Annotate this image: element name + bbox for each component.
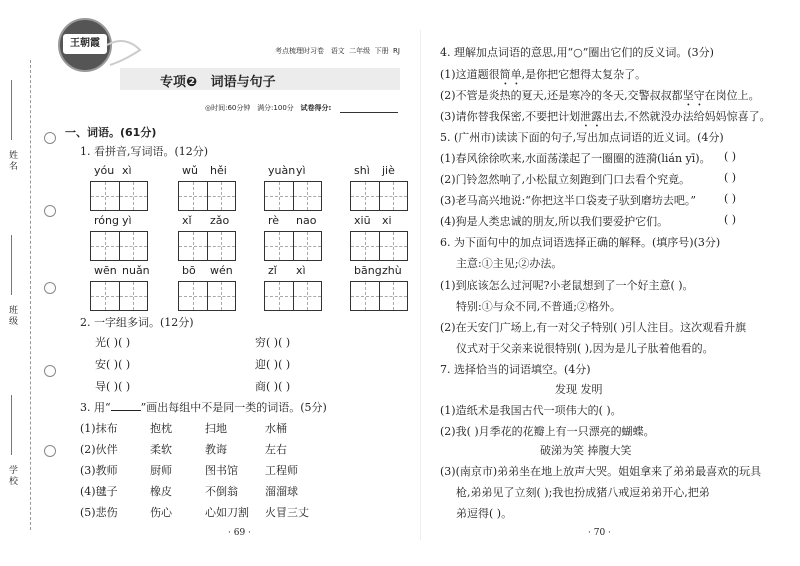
pinyin-syllable: shì bbox=[354, 164, 370, 177]
binding-hole bbox=[44, 445, 56, 457]
brand-logo bbox=[58, 18, 112, 72]
q7-sentence[interactable]: 枪,弟弟见了立刻( );我也扮成猪八戒逗弟弟开心,把弟 bbox=[456, 486, 710, 499]
school-label: 学校 bbox=[7, 465, 17, 487]
writing-grid[interactable] bbox=[350, 231, 408, 261]
classify-word[interactable]: (4)毽子 bbox=[80, 485, 118, 498]
pinyin-syllable: yuàn bbox=[268, 164, 296, 177]
dotted-word: 坚守 bbox=[682, 89, 705, 102]
answer-blank[interactable]: ( ) bbox=[724, 171, 737, 184]
name-label: 姓名 bbox=[7, 150, 17, 172]
binding-hole bbox=[44, 132, 56, 144]
pinyin-syllable: zǎo bbox=[210, 214, 230, 227]
word-group-row[interactable]: 导( )( ) bbox=[95, 380, 131, 393]
definition: 特别:①与众不同,不普通;②格外。 bbox=[456, 300, 621, 313]
pinyin-syllable: róng bbox=[94, 214, 119, 227]
exam-meta bbox=[205, 103, 331, 113]
logo-text: 王朝霞 bbox=[63, 34, 107, 54]
classify-word[interactable]: 抱枕 bbox=[150, 422, 172, 435]
classify-word[interactable]: 水桶 bbox=[265, 422, 287, 435]
score-label: 试卷得分: bbox=[300, 104, 332, 112]
writing-grid[interactable] bbox=[264, 181, 322, 211]
title-badge: 专项❷ bbox=[160, 75, 198, 90]
q4-sentence[interactable]: (3)请你替我保密,不要把计划泄露出去,不然就没办法给妈妈惊喜了。 bbox=[440, 110, 771, 123]
word-group-row[interactable]: 安( )( ) bbox=[95, 358, 131, 371]
classify-word[interactable]: 火冒三丈 bbox=[265, 506, 309, 519]
answer-blank[interactable]: ( ) bbox=[724, 150, 737, 163]
q3-prefix: 3. 用“ bbox=[80, 401, 111, 414]
writing-grid[interactable] bbox=[90, 231, 148, 261]
page-divider bbox=[420, 30, 421, 540]
q5-sentence: (2)门铃忽然响了,小松鼠立刻跑到门口去看个究竟。 bbox=[440, 173, 691, 186]
name-line[interactable] bbox=[11, 80, 12, 140]
page-number-left: · 69 · bbox=[228, 528, 251, 538]
writing-grid[interactable] bbox=[264, 281, 322, 311]
pinyin-syllable: yì bbox=[122, 214, 132, 227]
dotted-word: 泄露 bbox=[580, 110, 603, 123]
q3-suffix: ”画出每组中不是同一类的词语。(5分) bbox=[140, 401, 327, 414]
classify-word[interactable]: (2)伙伴 bbox=[80, 443, 118, 456]
classify-word[interactable]: 扫地 bbox=[205, 422, 227, 435]
q4-sentence[interactable]: (1)这道题很简单,是你把它想得太复杂了。 bbox=[440, 68, 647, 81]
classify-word[interactable]: 橡皮 bbox=[150, 485, 172, 498]
page-number-right: · 70 · bbox=[588, 528, 611, 538]
q4-sentence[interactable]: (2)不管是炎热的夏天,还是寒冷的冬天,交警叔叔都坚守在岗位上。 bbox=[440, 89, 760, 102]
q7-sentence[interactable]: (3)(南京市)弟弟坐在地上放声大哭。姐姐拿来了弟弟最喜欢的玩具 bbox=[440, 465, 762, 478]
binding-hole bbox=[44, 282, 56, 294]
classify-word[interactable]: (3)教师 bbox=[80, 464, 118, 477]
pinyin-syllable: wǔ bbox=[182, 164, 198, 177]
q5-sentence: (1)春风徐徐吹来,水面荡漾起了一圈圈的涟漪(lián yī)。 bbox=[440, 152, 711, 165]
answer-blank[interactable]: ( ) bbox=[724, 213, 737, 226]
pinyin-syllable: wēn bbox=[94, 264, 117, 277]
pinyin-syllable: rè bbox=[268, 214, 280, 227]
writing-grid[interactable] bbox=[178, 231, 236, 261]
pinyin-syllable: yóu bbox=[94, 164, 115, 177]
pinyin-syllable: xi bbox=[382, 214, 392, 227]
pinyin-syllable: zhù bbox=[382, 264, 402, 277]
writing-grid[interactable] bbox=[90, 181, 148, 211]
q6-sentence[interactable]: (2)在天安门广场上,有一对父子特别( )引人注目。这次观看升旗 bbox=[440, 321, 747, 334]
word-group-row[interactable]: 光( )( ) bbox=[95, 336, 131, 349]
pinyin-syllable: xì bbox=[296, 264, 306, 277]
classify-word[interactable]: 工程师 bbox=[265, 464, 298, 477]
term: 下册 bbox=[374, 47, 389, 55]
pinyin-syllable: zǐ bbox=[268, 264, 277, 277]
section-heading: 一、词语。(61分) bbox=[65, 126, 157, 139]
class-label: 班级 bbox=[7, 305, 17, 327]
question-2: 2. 一字组多词。(12分) bbox=[80, 316, 194, 329]
classify-word[interactable]: 溜溜球 bbox=[265, 485, 298, 498]
classify-word[interactable]: 不倒翁 bbox=[205, 485, 238, 498]
classify-word[interactable]: 伤心 bbox=[150, 506, 172, 519]
binding-hole bbox=[44, 205, 56, 217]
pinyin-syllable: bō bbox=[182, 264, 196, 277]
q6-sentence[interactable]: (1)到底该怎么过河呢?小老鼠想到了一个好主意( )。 bbox=[440, 279, 694, 292]
subject: 语文 bbox=[330, 47, 345, 55]
q6-sentence[interactable]: 仪式对于父亲来说很特别( ),因为是儿子肽着他看的。 bbox=[456, 342, 714, 355]
q7-sentence[interactable]: (2)我( )月季花的花瓣上有一只漂亮的蝴蝶。 bbox=[440, 425, 655, 438]
time-limit: ◎时间:60分钟 bbox=[205, 104, 251, 112]
definition: 主意:①主见;②办法。 bbox=[456, 257, 563, 270]
series-name: 考点梳理时习卷 bbox=[275, 47, 324, 55]
score-field[interactable] bbox=[340, 112, 398, 113]
pinyin-syllable: nao bbox=[296, 214, 317, 227]
question-3 bbox=[80, 399, 327, 415]
question-4: 4. 理解加点词语的意思,用“○”圈出它们的反义词。(3分) bbox=[440, 46, 714, 59]
classify-word[interactable]: 图书馆 bbox=[205, 464, 238, 477]
classify-word[interactable]: 左右 bbox=[265, 443, 287, 456]
classify-word[interactable]: 柔软 bbox=[150, 443, 172, 456]
answer-blank[interactable]: ( ) bbox=[724, 192, 737, 205]
pinyin-syllable: nuǎn bbox=[122, 264, 150, 277]
writing-grid[interactable] bbox=[178, 181, 236, 211]
edition: RJ bbox=[393, 47, 400, 55]
pinyin-syllable: wén bbox=[210, 264, 233, 277]
dotted-word: 简单 bbox=[499, 68, 522, 81]
word-group-row[interactable]: 商( )( ) bbox=[255, 380, 291, 393]
pinyin-syllable: yì bbox=[296, 164, 306, 177]
classify-word[interactable]: 教诲 bbox=[205, 443, 227, 456]
underline-sample bbox=[111, 400, 141, 411]
writing-grid[interactable] bbox=[90, 281, 148, 311]
binding-line bbox=[30, 60, 31, 530]
writing-grid[interactable] bbox=[178, 281, 236, 311]
full-score: 满分:100分 bbox=[257, 104, 294, 112]
writing-grid[interactable] bbox=[350, 281, 408, 311]
word-group-row[interactable]: 穷( )( ) bbox=[255, 336, 291, 349]
question-1: 1. 看拼音,写词语。(12分) bbox=[80, 145, 209, 158]
pinyin-syllable: xiū bbox=[354, 214, 371, 227]
q5-sentence: (4)狗是人类忠诚的朋友,所以我们要爱护它们。 bbox=[440, 215, 669, 228]
page-header bbox=[275, 46, 400, 56]
q7-sentence[interactable]: 弟逗得( )。 bbox=[456, 507, 513, 520]
question-7: 7. 选择恰当的词语填空。(4分) bbox=[440, 363, 591, 376]
question-5: 5. (广州市)读读下面的句子,写出加点词语的近义词。(4分) bbox=[440, 131, 724, 144]
q5-sentence: (3)老马高兴地说:“你把这半口袋麦子驮到磨坊去吧。” bbox=[440, 194, 697, 207]
classify-word[interactable]: 厨师 bbox=[150, 464, 172, 477]
pinyin-syllable: jiè bbox=[382, 164, 395, 177]
word-choices: 破涕为笑 捧腹大笑 bbox=[540, 444, 632, 457]
class-line[interactable] bbox=[11, 235, 12, 295]
title-text: 词语与句子 bbox=[210, 75, 276, 90]
q7-sentence[interactable]: (1)造纸术是我国古代一项伟大的( )。 bbox=[440, 404, 622, 417]
writing-grid[interactable] bbox=[264, 231, 322, 261]
pinyin-syllable: bāng bbox=[354, 264, 382, 277]
page-title bbox=[160, 71, 276, 90]
word-group-row[interactable]: 迎( )( ) bbox=[255, 358, 291, 371]
binding-hole bbox=[44, 365, 56, 377]
writing-grid[interactable] bbox=[350, 181, 408, 211]
classify-word[interactable]: (5)悲伤 bbox=[80, 506, 118, 519]
pinyin-syllable: xǐ bbox=[182, 214, 192, 227]
question-6: 6. 为下面句中的加点词语选择正确的解释。(填序号)(3分) bbox=[440, 236, 721, 249]
pinyin-syllable: hěi bbox=[210, 164, 227, 177]
grade: 二年级 bbox=[349, 47, 371, 55]
word-choices: 发现 发明 bbox=[555, 383, 603, 396]
classify-word[interactable]: (1)抹布 bbox=[80, 422, 118, 435]
pinyin-syllable: xì bbox=[122, 164, 132, 177]
school-line[interactable] bbox=[11, 395, 12, 455]
classify-word[interactable]: 心如刀割 bbox=[205, 506, 249, 519]
